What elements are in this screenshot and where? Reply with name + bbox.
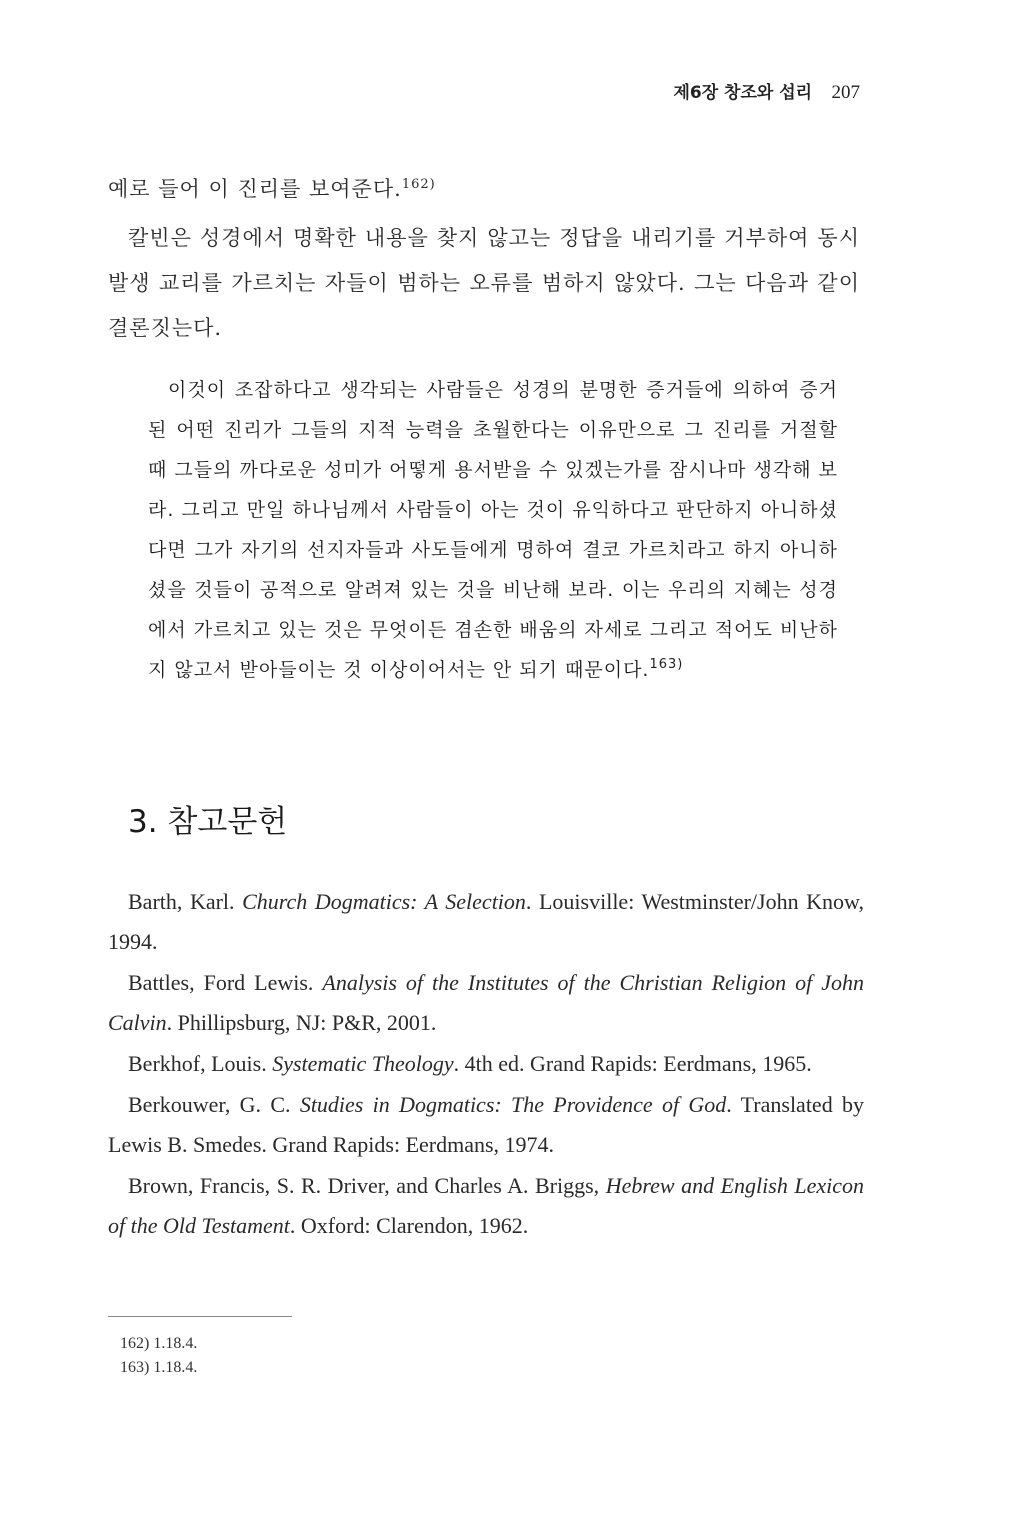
- reference-title: Systematic Theology: [272, 1051, 454, 1076]
- reference-publication: . Oxford: Clarendon, 1962.: [289, 1213, 529, 1238]
- section-heading: 3. 참고문헌: [128, 804, 288, 840]
- reference-author: Berkhof, Louis.: [128, 1051, 273, 1076]
- page-number: 207: [831, 82, 860, 103]
- footnote-ref-163[interactable]: 163): [649, 657, 684, 672]
- reference-item: [108, 882, 864, 962]
- reference-title: Hebrew and English Lexicon of the Old Testament: [108, 1173, 864, 1238]
- reference-author: Berkouwer, G. C.: [128, 1092, 300, 1117]
- footnote-list: [120, 1332, 197, 1380]
- block-quote: [148, 370, 838, 690]
- intro-line-text: 예로 들어 이 진리를 보여준다.: [108, 177, 402, 201]
- reference-item: [108, 963, 864, 1043]
- running-header: [673, 78, 860, 104]
- reference-item: [108, 1166, 864, 1246]
- reference-title: Church Dogmatics: A Selection: [242, 889, 526, 914]
- intro-line: [108, 167, 860, 212]
- footnote-162: 162) 1.18.4.: [120, 1335, 198, 1352]
- reference-list: [108, 882, 864, 1247]
- intro-paragraph: 칼빈은 성경에서 명확한 내용을 찾지 않고는 정답을 내리기를 거부하여 동시발생 교리를 가르치는 자들이 범하는 오류를 범하지 않았다. 그는 다음과 같이 결론짓는다.: [108, 226, 860, 340]
- reference-title: Analysis of the Institutes of the Christian Religion of John Calvin: [108, 970, 864, 1035]
- reference-publication: . 4th ed. Grand Rapids: Eerdmans, 1965.: [453, 1051, 812, 1076]
- footnote-divider: [108, 1316, 292, 1317]
- reference-publication: . Phillipsburg, NJ: P&R, 2001.: [166, 1010, 437, 1035]
- block-quote-text: 이것이 조잡하다고 생각되는 사람들은 성경의 분명한 증거들에 의하여 증거된 어떤 진리가 그들의 지적 능력을 초월한다는 이유만으로 그 진리를 거절할 때 그들의 까다로운 성미가 어떻게 용서받을 수 있겠는가를 잠시나마 생각해 보라. 그리고 만일 하나님께서 사람들이 아는 것이 유익하다고 판단하지 아니하셨다면 그가 자기의 선지자들과 사도들에게 명하여 결코 가르치라고 하지 아니하셨을 것들이 공적으로 알려져 있는 것을 비난해 보라. 이는 우리의 지혜는 성경에서 가르치고 있는 것은 무엇이든 겸손한 배움의 자세로 그리고 적어도 비난하지 않고서 받아들이는 것 이상이어서는 안 되기 때문이다.: [148, 379, 838, 681]
- reference-author: Brown, Francis, S. R. Driver, and Charles A. Briggs,: [128, 1173, 606, 1198]
- chapter-title: 제6장 창조와 섭리: [673, 83, 813, 103]
- reference-author: Barth, Karl.: [128, 889, 243, 914]
- reference-item: [108, 1044, 864, 1084]
- reference-title: Studies in Dogmatics: The Providence of God: [299, 1092, 727, 1117]
- reference-author: Battles, Ford Lewis.: [128, 970, 323, 995]
- reference-publication: . Louisville: Westminster/John Know, 1994.: [108, 889, 864, 954]
- reference-publication: . Translated by Lewis B. Smedes. Grand Rapids: Eerdmans, 1974.: [108, 1092, 864, 1157]
- reference-item: [108, 1085, 864, 1165]
- footnote-ref-162[interactable]: 162): [401, 177, 436, 192]
- footnote-163: 163) 1.18.4.: [120, 1359, 198, 1376]
